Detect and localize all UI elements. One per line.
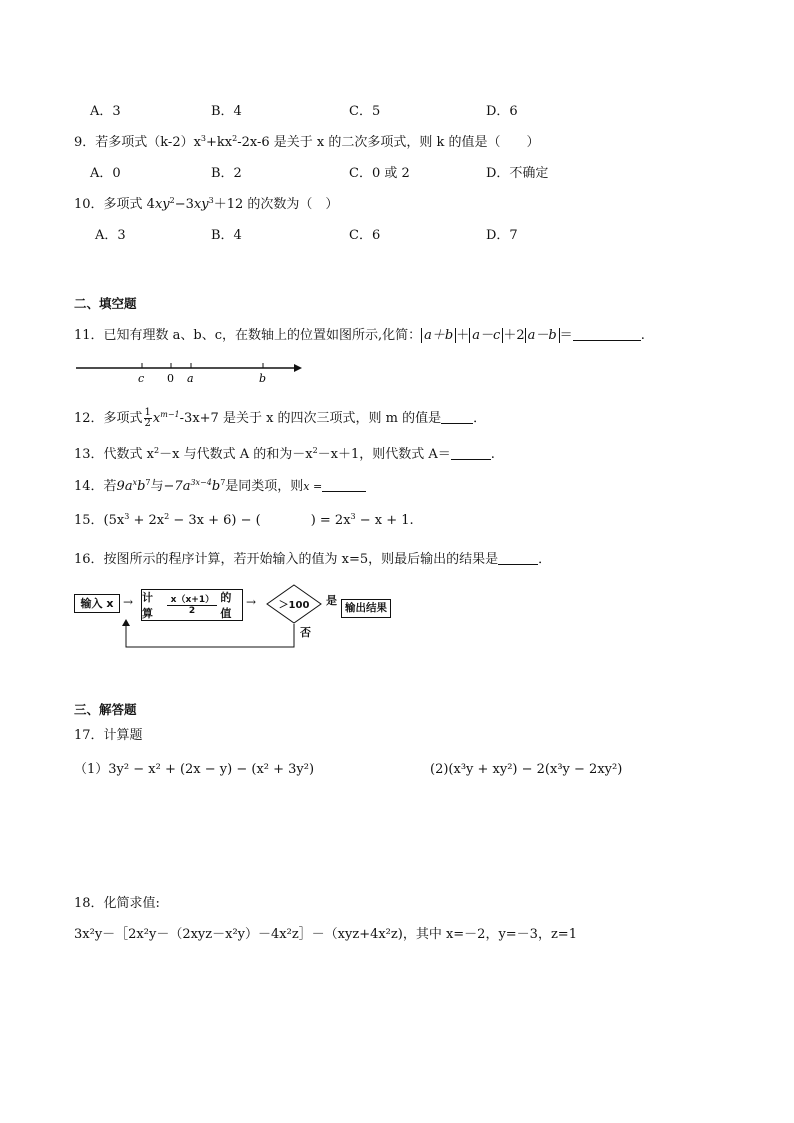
q9-option-c: C．0 或 2	[349, 166, 410, 181]
question-15: 15．$(5x^3 + 2x^2 - 3x + 6)$ − ( ) = $2x^3 - x + 1$.	[74, 512, 414, 528]
flow-yes-label: 是	[326, 594, 337, 607]
q9-option-d: D．不确定	[486, 166, 549, 181]
question-17-title: 17．计算题	[74, 728, 143, 743]
q8-option-c: C．5	[349, 104, 381, 119]
number-line-label-b: b	[259, 372, 267, 385]
q9-option-b: B．2	[211, 166, 242, 181]
flow-input-box: 输入 x	[74, 594, 120, 613]
number-line-label-c: c	[138, 372, 145, 385]
fraction-half: $\frac{1}{2}$	[144, 407, 151, 429]
flow-no-label: 否	[300, 626, 311, 639]
question-14: 14．若$9a^xb^7$与$-7a^{3x-4}b^7$是同类项，则x =	[74, 479, 366, 495]
q8-option-d: D．6	[486, 104, 518, 119]
flow-output-box: 输出结果	[341, 599, 391, 618]
number-line	[74, 358, 306, 386]
question-12: 12．多项式 $\frac{1}{2}$ $x^{m-1}-3x+7$ 是关于 x 的四次三项式，则 m 的值是 ．	[74, 407, 487, 429]
q10-option-b: B．4	[211, 228, 242, 243]
question-9: 9．若多项式$(k-2)x^3+kx^2-2x-6$ 是关于 x 的二次多项式，则 k 的值是（ ）	[74, 134, 540, 150]
flow-arrow-1: →	[123, 595, 134, 609]
question-11: 11．已知有理数 a、b、c，在数轴上的位置如图所示,化简： a＋b ＋ a－c ＋2 a－b ＝ .	[74, 328, 645, 343]
flow-loop-arrow	[118, 618, 328, 652]
flow-arrow-2: →	[246, 595, 257, 609]
q10-option-d: D．7	[486, 228, 518, 243]
question-17-part-2: (2)(x³y + xy²) − 2(x³y − 2xy²)	[430, 762, 623, 777]
question-17-part-1: （1）3y² − x² + (2x − y) − (x² + 3y²)	[74, 762, 315, 777]
question-18-expression: 3x²y－［2x²y－（2xyz－x²y）－4x²z］－（xyz+4x²z)，其中 x=－2，y=－3，z=1	[74, 927, 577, 942]
section-2-heading: 二、填空题	[74, 296, 137, 311]
section-3-heading: 三、解答题	[74, 702, 137, 717]
flow-compute-box: 计算 $\frac{x(x+1)}{2}$ 的值	[141, 589, 243, 621]
number-line-label-0: 0	[167, 372, 174, 385]
flow-condition-label: ＞100	[278, 600, 310, 611]
q9-option-a: A．0	[90, 166, 121, 181]
q10-option-c: C．6	[349, 228, 381, 243]
q10-option-a: A．3	[95, 228, 126, 243]
q8-option-b: B．4	[211, 104, 242, 119]
question-16: 16．按图所示的程序计算，若开始输入的值为 x=5，则最后输出的结果是 ．	[74, 552, 552, 567]
question-18-title: 18．化简求值:	[74, 896, 160, 911]
question-13: 13．代数式 $x^2-x$ 与代数式 A 的和为$-x^2-x+1$，则代数式 A＝ .	[74, 446, 495, 462]
question-10: 10．多项式 $4xy^2-3xy^3+12$ 的次数为（ ）	[74, 196, 339, 212]
number-line-label-a: a	[187, 372, 194, 385]
q8-option-a: A．3	[90, 104, 121, 119]
